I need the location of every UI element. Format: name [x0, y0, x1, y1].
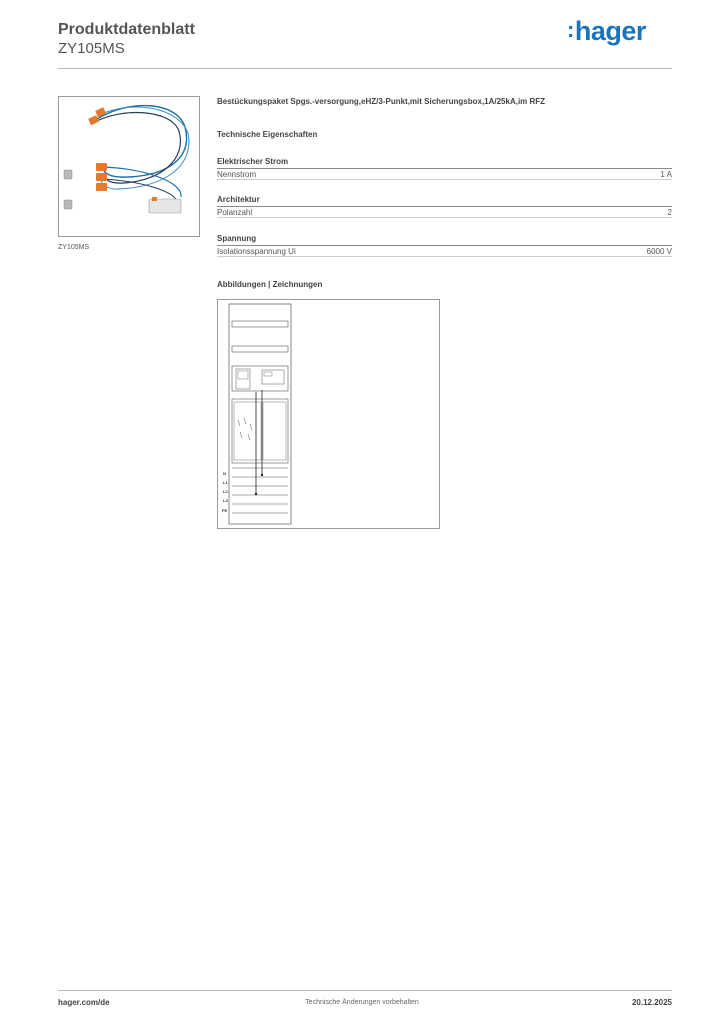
header-divider — [58, 68, 672, 69]
document-title: Produktdatenblatt — [58, 21, 195, 38]
bus-label-n: N — [223, 471, 226, 476]
bus-label-l1: L1 — [223, 480, 228, 485]
property-value: 1 A — [660, 170, 672, 179]
logo-text: hager — [574, 16, 646, 46]
logo-colon-icon: : — [567, 17, 574, 42]
drawings-title: Abbildungen | Zeichnungen — [217, 280, 323, 289]
group-heading-voltage: Spannung — [217, 234, 257, 243]
group-heading-architecture: Architektur — [217, 195, 260, 204]
footer-website-link[interactable]: hager.com/de — [58, 998, 110, 1007]
bus-label-l2: L2 — [223, 489, 228, 494]
footer-disclaimer: Technische Änderungen vorbehalten — [305, 999, 419, 1006]
product-image-caption: ZY105MS — [58, 244, 90, 251]
property-value: 6000 V — [646, 247, 672, 256]
property-label: Isolationsspannung Ui — [217, 247, 296, 256]
bus-label-l3: L3 — [223, 498, 228, 503]
group-heading-electrical-current: Elektrischer Strom — [217, 157, 289, 166]
property-row-insulation-voltage — [217, 245, 672, 257]
technical-properties-title: Technische Eigenschaften — [217, 130, 318, 139]
product-photo-icon — [59, 97, 199, 236]
product-image — [58, 96, 200, 237]
technical-drawing — [217, 299, 440, 529]
property-row-rated-current — [217, 168, 672, 180]
property-value: 2 — [667, 208, 672, 217]
product-code: ZY105MS — [58, 40, 125, 57]
hager-logo — [567, 16, 646, 47]
property-label: Polanzahl — [217, 208, 253, 217]
property-label: Nennstrom — [217, 170, 257, 179]
footer-divider — [58, 990, 672, 991]
wiring-diagram-icon — [218, 300, 439, 528]
bus-label-pe: PE — [222, 508, 228, 513]
property-row-pole-count — [217, 206, 672, 218]
footer-date: 20.12.2025 — [631, 998, 672, 1007]
product-description: Bestückungspaket Spgs.-versorgung,eHZ/3-Punkt,mit Sicherungsbox,1A/25kA,im RFZ — [217, 97, 546, 106]
